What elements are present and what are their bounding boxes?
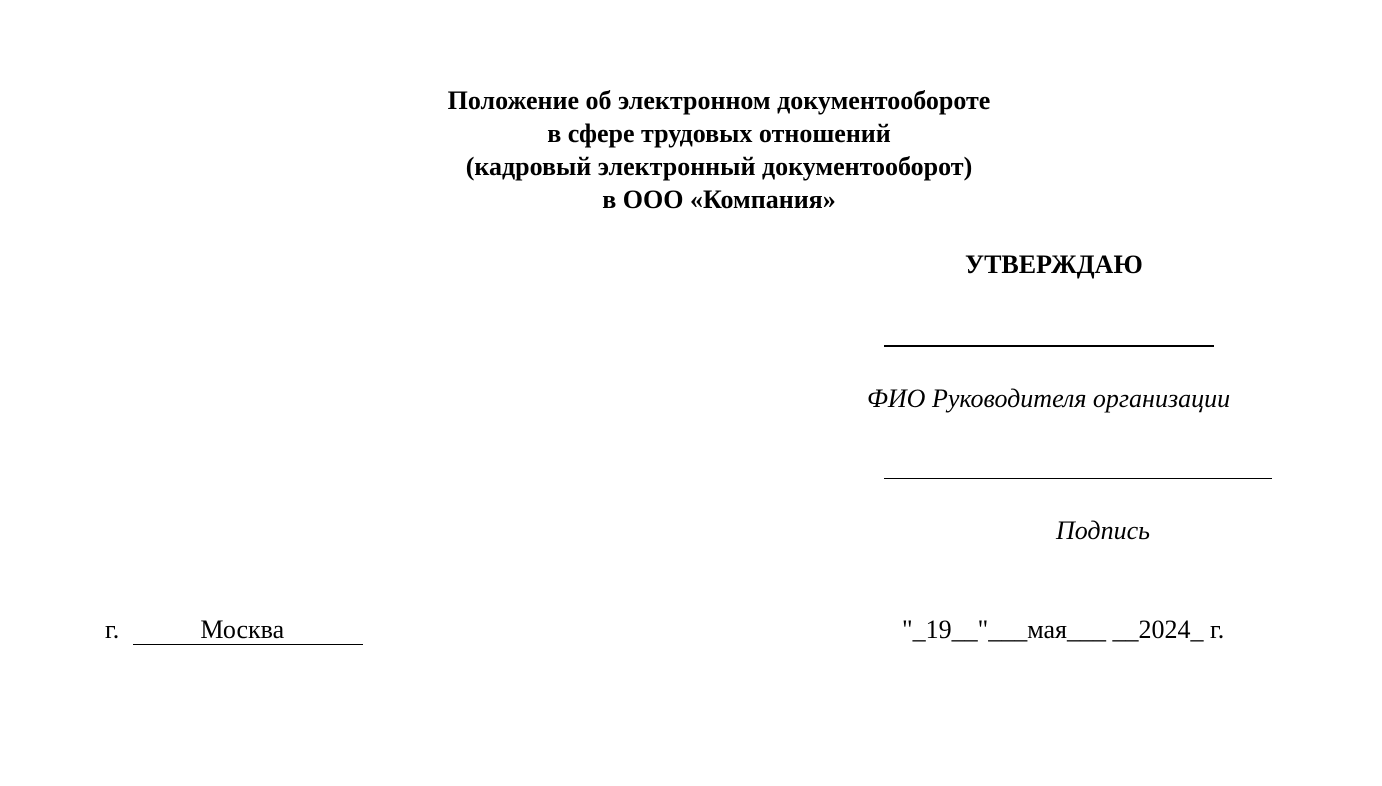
title-line-1: Положение об электронном документообороте bbox=[447, 86, 991, 115]
approval-heading: УТВЕРЖДАЮ bbox=[965, 250, 1143, 279]
title-line-4: в ООО «Компания» bbox=[602, 185, 836, 214]
signature-label: Подпись bbox=[1056, 516, 1150, 545]
director-name-label: ФИО Руководителя организации bbox=[867, 384, 1231, 413]
title-line-2: в сфере трудовых отношений bbox=[547, 119, 891, 148]
city-field: Москва bbox=[133, 616, 363, 645]
director-name-line bbox=[884, 345, 1214, 347]
title-line-3: (кадровый электронный документооборот) bbox=[465, 152, 973, 181]
document-title bbox=[0, 84, 1382, 216]
place-row bbox=[105, 613, 363, 646]
city-prefix: г. bbox=[105, 615, 120, 644]
signature-line bbox=[884, 478, 1272, 479]
date-field: "_19__"___мая___ __2024_ г. bbox=[902, 615, 1225, 644]
